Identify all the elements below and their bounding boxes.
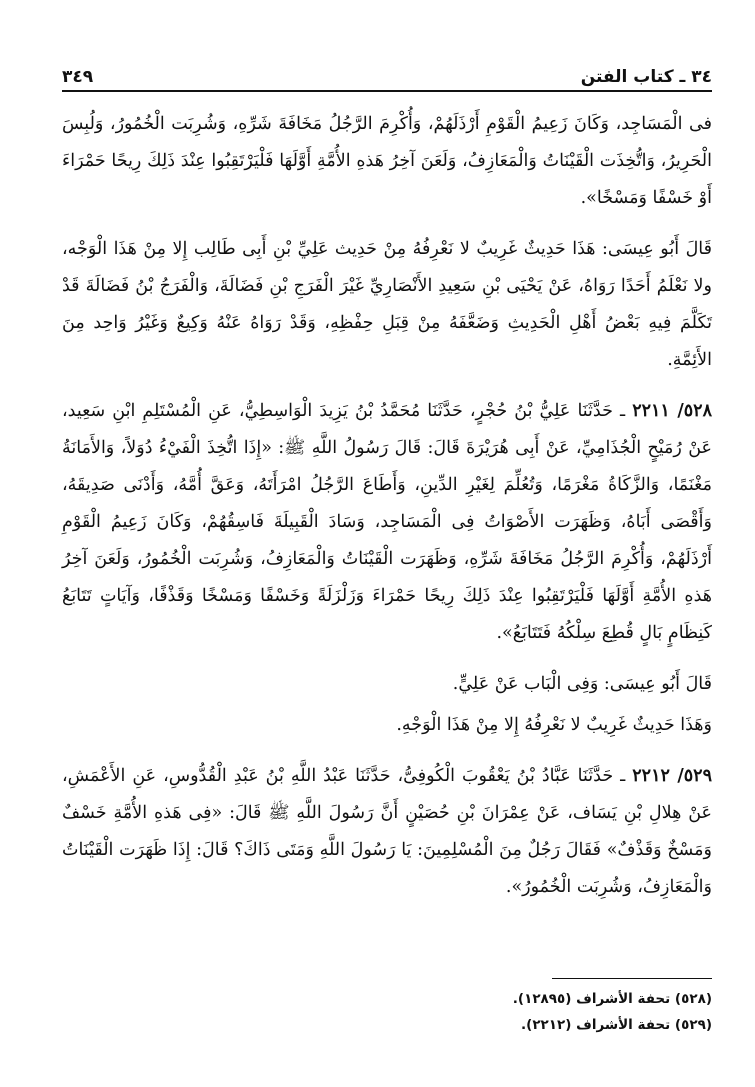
hadith-529: [62, 758, 712, 906]
paragraph-text: فى الْمَسَاجِد، وَكَانَ زَعِيمُ الْقَوْمِ أَرْذَلَهُمْ، وَأُكْرِمَ الرَّجُلُ مَخَافَةَ شَرِّهِ، وَشُرِبَت الْخُمُورُ، وَلُبِسَ الْحَرِيرُ، وَاتُّخِذَت الْقَيْنَاتُ وَالْمَعَازِفُ، وَلَعَنَ آخِرُ هَذهِ الأُمَّةِ أَوَّلَهَا فَلْيَرْتَقِبُوا عِنْدَ ذَلِكَ رِيحًا حَمْرَاءَ أَوْ خَسْفًا وَمَسْخًا».: [62, 114, 712, 208]
hadith-528: [62, 393, 712, 652]
paragraph-continuation: [62, 106, 712, 217]
paragraph-commentary: [62, 231, 712, 379]
paragraph-commentary: [62, 666, 712, 703]
paragraph-text: ـ حَدَّثَنَا عَبَّادُ بْنُ يَعْقُوبَ الْكُوفِىُّ، حَدَّثَنَا عَبْدُ اللَّهِ بْنُ عَبْدِ الْقُدُّوسِ، عَنِ الأَعْمَشِ، عَنْ هِلالِ بْنِ يَسَاف، عَنْ عِمْرَانَ بْنِ حُصَيْنٍ أَنَّ رَسُولَ اللَّهِ ﷺ قَالَ: «فِى هَذهِ الأُمَّةِ خَسْفٌ وَمَسْخٌ وَقَذْفٌ» فَقَالَ رَجُلٌ مِنَ الْمُسْلِمِينَ: يَا رَسُولَ اللَّهِ وَمَتَى ذَاكَ؟ قَالَ: إِذَا ظَهَرَت الْقَيْنَاتُ وَالْمَعَازِفُ، وَشُرِبَت الْخُمُورُ».: [62, 766, 712, 897]
paragraph-commentary: [62, 707, 712, 744]
running-head: [62, 58, 712, 88]
hadith-number: ٥٢٨/ ٢٢١١: [632, 401, 712, 421]
chapter-title: ٣٤ ـ كتاب الفتن: [580, 67, 712, 87]
body-text: [62, 106, 712, 906]
header-rule: [62, 90, 712, 92]
footnote-rule: [552, 978, 712, 979]
book-page: [62, 58, 712, 1068]
paragraph-text: وَهَذَا حَدِيثٌ غَرِيبٌ لا نَعْرِفُهُ إِلا مِنْ هَذَا الْوَجْهِ.: [396, 715, 712, 735]
paragraph-text: قَالَ أَبُو عِيسَى: وَفِى الْبَاب عَنْ عَلِيٍّ.: [452, 674, 712, 694]
footnote: (٥٢٨) تحفة الأشراف (١٢٨٩٥).: [512, 991, 712, 1007]
paragraph-text: ـ حَدَّثَنَا عَلِيُّ بْنُ حُجْرٍ، حَدَّثَنَا مُحَمَّدُ بْنُ يَزِيدَ الْوَاسِطِيُّ، عَنِ الْمُسْتَلِمِ ابْنِ سَعِيد، عَنْ رُمَيْحٍ الْجُذَامِيِّ، عَنْ أَبِى هُرَيْرَةَ قَالَ: قَالَ رَسُولُ اللَّهِ ﷺ: «إِذَا اتُّخِذَ الْفَيْءُ دُوَلاً، وَالأَمَانَةُ مَغْنَمًا، وَالزَّكَاةُ مَغْرَمًا، وَتُعُلِّمَ لِغَيْرِ الدِّينِ، وَأَطَاعَ الرَّجُلُ امْرَأَتَهُ، وَعَقَّ أُمَّهُ، وَأَدْنَى صَدِيقَهُ، وَأَقْصَى أَبَاهُ، وَظَهَرَت الأَصْوَاتُ فِى الْمَسَاجِد، وَسَادَ الْقَبِيلَةَ فَاسِقُهُمْ، وَكَانَ زَعِيمُ الْقَوْمِ أَرْذَلَهُمْ، وَأُكْرِمَ الرَّجُلُ مَخَافَةَ شَرِّهِ، وَظَهَرَت الْقَيْنَاتُ وَالْمَعَازِفُ، وَشُرِبَت الْخُمُورُ، وَلَعَنَ آخِرُ هَذهِ الأُمَّةِ أَوَّلَهَا فَلْيَرْتَقِبُوا عِنْدَ ذَلِكَ رِيحًا حَمْرَاءَ وَزَلْزَلَةً وَخَسْفًا وَمَسْخًا وَقَذْفًا، وَآيَاتٍ تَتَابَعُ كَنِظَامٍ بَالٍ قُطِعَ سِلْكُهُ فَتَتَابَعُ».: [62, 401, 712, 643]
paragraph-text: قَالَ أَبُو عِيسَى: هَذَا حَدِيثٌ غَرِيبٌ لا نَعْرِفُهُ مِنْ حَدِيث عَلِيِّ بْنِ أَبِى طَالِب إِلا مِنْ هَذَا الْوَجْه، ولا نَعْلَمُ أَحَدًا رَوَاهُ، عَنْ يَحْيَى بْنِ سَعِيدِ الأَنْصَارِيِّ غَيْرَ الْفَرَجِ بْنِ فَضَالَةَ، وَالْفَرَجُ بْنُ فَضَالَةَ قَدْ تَكَلَّمَ فِيهِ بَعْضُ أَهْلِ الْحَدِيثِ وَضَعَّفَهُ مِنْ قِبَلِ حِفْظِهِ، وَقَدْ رَوَاهُ عَنْهُ وَكِيعٌ وَغَيْرُ وَاحِد مِنَ الأَئِمَّةِ.: [62, 239, 712, 370]
page-number: ٣٤٩: [62, 67, 94, 87]
hadith-number: ٥٢٩/ ٢٢١٢: [632, 766, 712, 786]
footnote: (٥٢٩) تحفة الأشراف (٢٢١٢).: [521, 1017, 712, 1033]
footnotes: [62, 986, 712, 1038]
